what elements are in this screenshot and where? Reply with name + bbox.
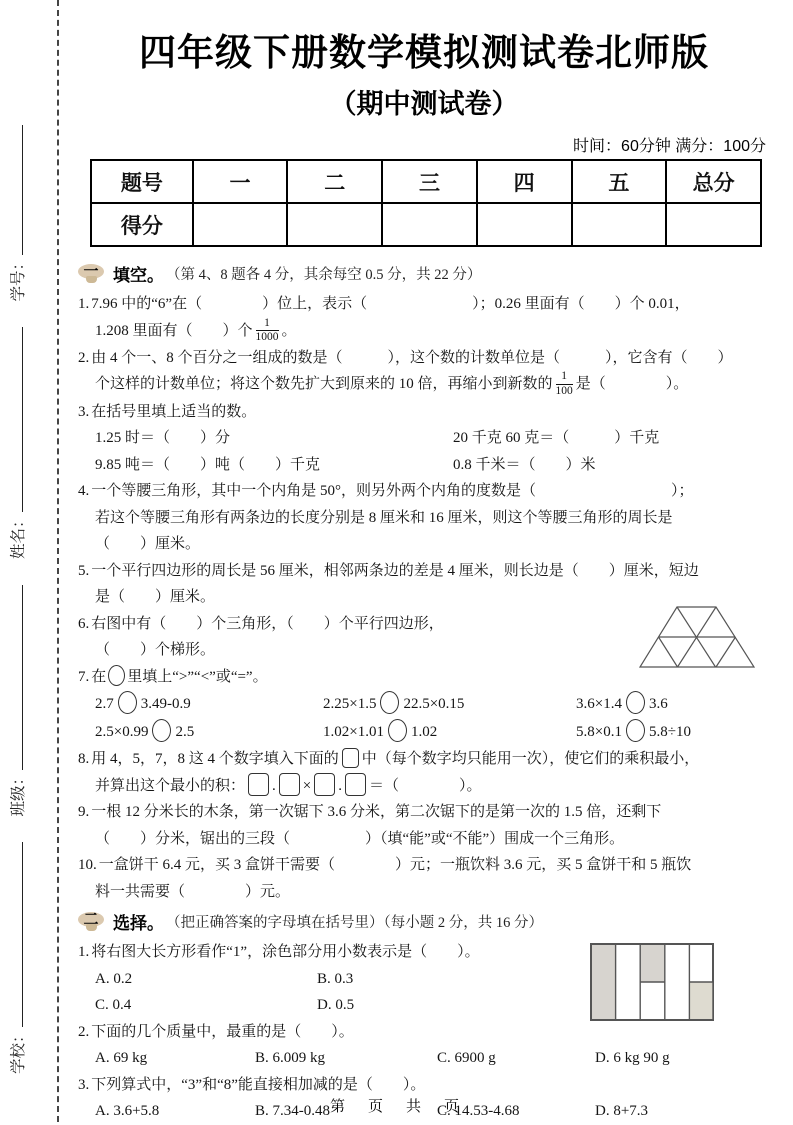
- question-number: 5.: [78, 562, 90, 579]
- paper-subtitle: （期中测试卷）: [329, 89, 519, 119]
- score-cell: [287, 203, 382, 246]
- fraction-1-1000: $\frac{1}{1000}$: [255, 316, 279, 343]
- score-col-4: 四: [477, 160, 572, 203]
- question-3: [78, 399, 770, 479]
- question-text: 1.208 里面有（ ）个: [95, 322, 253, 339]
- score-cell: [382, 203, 477, 246]
- decimal-dot: .: [272, 777, 276, 794]
- option-c: C. 0.4: [95, 997, 132, 1014]
- shaded-cell: [690, 982, 713, 1019]
- question-text: 料一共需要（ ）元。: [95, 883, 291, 900]
- section-1-title: 填空。: [113, 266, 164, 285]
- answer-circle: [108, 665, 125, 686]
- conversion-item: 0.8 千米＝（ ）米: [453, 456, 596, 473]
- score-col-total: 总分: [666, 160, 761, 203]
- question-text: 并算出这个最小的积：: [95, 777, 246, 794]
- comparison-item: 3.6×1.4 3.6: [576, 690, 770, 718]
- option-c: C. 14.53-4.68: [437, 1103, 520, 1120]
- section-2-number: 二: [83, 911, 99, 929]
- conversion-item: 1.25 时＝（ ）分: [95, 430, 231, 447]
- answer-circle: [152, 719, 171, 742]
- score-row-label: 得分: [91, 203, 193, 246]
- option-d: D. 8+7.3: [595, 1103, 649, 1120]
- question-text: 是（ ）。: [575, 376, 689, 393]
- answer-circle: [626, 691, 645, 714]
- question-text: 一盒饼干 6.4 元，买 3 盒饼干需要（ ）元；一瓶饮料 3.6 元，买 5 盒饼干和 5 瓶饮: [98, 857, 692, 874]
- question-text: （ ）个梯形。: [95, 642, 216, 659]
- fraction-1-100: $\frac{1}{100}$: [555, 370, 573, 397]
- question-text: 用 4，5，7，8 这 4 个数字填入下面的: [91, 751, 339, 768]
- section-1-header: [78, 261, 770, 286]
- comparison-item: 1.02×1.01 1.02: [323, 718, 576, 746]
- question-9: [78, 799, 770, 852]
- question-text: 在: [91, 668, 107, 685]
- question-text: （ ）厘米。: [95, 536, 201, 553]
- option-c: C. 6900 g: [437, 1050, 496, 1067]
- mushroom-section-icon: [78, 263, 106, 284]
- question-text: 里填上“>”“<”或“=”。: [127, 668, 268, 685]
- question-text: 一根 12 分米长的木条，第一次锯下 3.6 分米，第二次锯下的是第一次的 1.5 倍，还剩下: [91, 804, 662, 821]
- answer-box: [342, 748, 359, 768]
- shaded-cell: [640, 945, 664, 982]
- student-number-label: 学号：: [10, 254, 27, 302]
- score-cell: [666, 203, 761, 246]
- score-cell: [193, 203, 288, 246]
- section-2-title: 选择。: [113, 914, 164, 934]
- conversion-item: 9.85 吨＝（ ）吨（ ）千克: [95, 456, 321, 473]
- question-text: 7.96 中的“6”在（ ）位上，表示（ ）；0.26 里面有（ ）个 0.01，: [91, 296, 690, 312]
- comparison-item: 2.25×1.5 22.5×0.15: [323, 690, 576, 718]
- question-text: 是（ ）厘米。: [95, 589, 216, 606]
- question-text: 一个平行四边形的周长是 56 厘米，相邻两条边的差是 4 厘米，则长边是（ ）厘米，短边: [91, 562, 699, 579]
- question-text: 下面的几个质量中，最重的是（ ）。: [91, 1023, 354, 1040]
- section-2-note: （把正确答案的字母填在括号里）（每小题 2 分，共 16 分）: [166, 915, 543, 932]
- question-text: 个这样的计数单位；将这个数先扩大到原来的 10 倍，再缩小到新数的: [95, 376, 553, 393]
- answer-box: [248, 773, 269, 796]
- answer-circle: [626, 719, 645, 742]
- question-5: [78, 558, 770, 611]
- conversion-item: 20 千克 60 克＝（ ）千克: [453, 430, 660, 447]
- class-label: 班级：: [10, 769, 27, 817]
- score-table-corner: 题号: [91, 160, 193, 203]
- score-table-score-row: [91, 203, 761, 246]
- question-text: 在括号里填上适当的数。: [91, 403, 257, 420]
- question-text: 由 4 个一、8 个百分之一组成的数是（ ），这个数的计数单位是（ ），它含有（ ）: [91, 349, 733, 366]
- option-b: B. 7.34-0.48: [255, 1103, 330, 1120]
- score-col-5: 五: [572, 160, 667, 203]
- question-number: 8.: [78, 751, 90, 768]
- option-d: D. 6 kg 90 g: [595, 1050, 670, 1067]
- student-info-sidebar: [6, 28, 48, 1088]
- school-label: 学校：: [10, 1027, 27, 1074]
- binding-dashed-line: [57, 0, 59, 1122]
- page-footer: 第 页 共 页: [329, 1098, 463, 1115]
- question-number: 6.: [78, 615, 90, 632]
- section-1-number: 一: [83, 263, 99, 280]
- name-blank-line: [9, 327, 23, 512]
- triangle-grid-figure: [638, 605, 756, 679]
- choice-question-1: [78, 939, 770, 1019]
- comparison-item: 2.5×0.99 2.5: [95, 718, 323, 746]
- question-number: 9.: [78, 804, 90, 821]
- score-cell: [477, 203, 572, 246]
- shaded-rectangle-figure: [590, 943, 714, 1031]
- question-number: 2.: [78, 349, 90, 366]
- paper-title: 四年级下册数学模拟测试卷北师版: [139, 32, 709, 73]
- question-number: 10.: [78, 857, 97, 874]
- question-text: ＝（ ）。: [368, 777, 482, 794]
- answer-circle: [388, 719, 407, 742]
- question-text: （ ）分米，锯出的三段（ ）（填“能”或“不能”）围成一个三角形。: [95, 830, 625, 847]
- question-number: 4.: [78, 483, 90, 500]
- comparison-item: 2.7 3.49-0.9: [95, 690, 323, 718]
- shaded-cell: [592, 945, 615, 1019]
- time-score-info: 时间：60分钟 满分：100分: [573, 138, 766, 155]
- question-1: [78, 291, 770, 345]
- option-a: A. 69 kg: [95, 1050, 148, 1067]
- answer-box: [279, 773, 300, 796]
- score-table-header-row: [91, 160, 761, 203]
- option-b: B. 0.3: [317, 970, 354, 987]
- question-4: [78, 478, 770, 558]
- exam-paper: [78, 0, 770, 1125]
- school-blank-line: [9, 842, 23, 1027]
- name-label: 姓名：: [10, 512, 27, 559]
- question-text: 若这个等腰三角形有两条边的长度分别是 8 厘米和 16 厘米，则这个等腰三角形的周长是: [95, 509, 673, 526]
- question-text: 将右图大长方形看作“1”，涂色部分用小数表示是（ ）。: [91, 944, 480, 961]
- question-10: [78, 852, 770, 905]
- class-blank-line: [9, 585, 23, 770]
- score-col-3: 三: [382, 160, 477, 203]
- question-6: [78, 611, 770, 664]
- question-number: 1.: [78, 944, 90, 961]
- comparison-item: 5.8×0.1 5.8÷10: [576, 718, 770, 746]
- question-text: 右图中有（ ）个三角形，（ ）个平行四边形，: [91, 615, 444, 632]
- question-number: 2.: [78, 1023, 90, 1040]
- question-8: [78, 746, 770, 799]
- section-1-note: （第 4、8 题各 4 分，其余每空 0.5 分，共 22 分）: [166, 267, 482, 283]
- question-number: 3.: [78, 1076, 90, 1093]
- mushroom-section-icon: [78, 911, 106, 932]
- score-col-2: 二: [287, 160, 382, 203]
- question-text: 一个等腰三角形，其中一个内角是 50°，则另外两个内角的度数是（ ）；: [91, 483, 694, 500]
- question-number: 3.: [78, 403, 90, 420]
- score-table: [90, 159, 762, 247]
- decimal-dot: .: [338, 777, 342, 794]
- question-text: 。: [281, 322, 297, 339]
- question-number: 7.: [78, 668, 90, 685]
- answer-circle: [380, 691, 399, 714]
- question-number: 1.: [78, 296, 90, 312]
- student-number-blank-line: [9, 125, 23, 255]
- answer-box: [345, 773, 366, 796]
- section-2-header: [78, 909, 770, 934]
- score-cell: [572, 203, 667, 246]
- score-col-1: 一: [193, 160, 288, 203]
- option-d: D. 0.5: [317, 997, 355, 1014]
- answer-box: [314, 773, 335, 796]
- times-sign: ×: [302, 777, 312, 794]
- question-text: 下列算式中，“3”和“8”能直接相加减的是（ ）。: [91, 1076, 426, 1093]
- question-text: 中（每个数字均只能用一次），使它们的乘积最小，: [361, 751, 700, 768]
- question-2: [78, 345, 770, 399]
- answer-circle: [118, 691, 137, 714]
- option-a: A. 0.2: [95, 970, 133, 987]
- option-a: A. 3.6+5.8: [95, 1103, 160, 1120]
- option-b: B. 6.009 kg: [255, 1050, 326, 1067]
